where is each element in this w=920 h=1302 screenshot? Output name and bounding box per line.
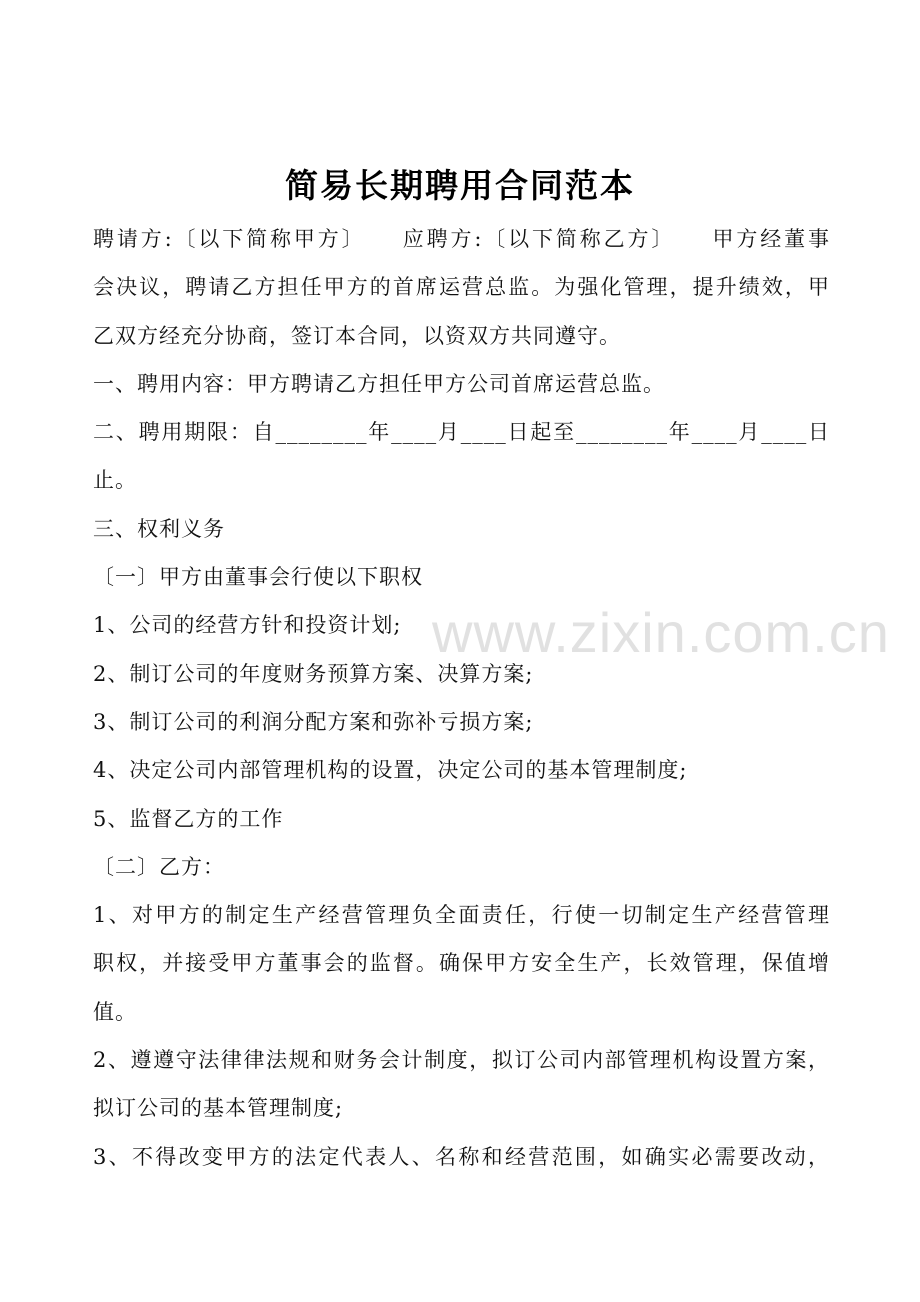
list-item: 拟订公司的基本管理制度; <box>93 1096 344 1121</box>
list-item: 3、不得改变甲方的法定代表人、名称和经营范围，如确实必需要改动， <box>93 1144 830 1169</box>
list-item: 4、决定公司内部管理机构的设置，决定公司的基本管理制度; <box>93 758 688 783</box>
section-heading: 三、权利义务 <box>93 516 225 541</box>
paragraph-line: 乙双方经充分协商，签订本合同，以资双方共同遵守。 <box>93 323 621 348</box>
list-item: 5、监督乙方的工作 <box>93 806 284 831</box>
clause-line: 一、聘用内容：甲方聘请乙方担任甲方公司首席运营总监。 <box>93 371 665 396</box>
paragraph-line: 会决议，聘请乙方担任甲方的首席运营总监。为强化管理，提升绩效，甲 <box>93 275 830 300</box>
clause-line: 止。 <box>93 468 137 493</box>
list-item: 2、遵遵守法律律法规和财务会计制度，拟订公司内部管理机构设置方案， <box>93 1048 830 1073</box>
list-item: 2、制订公司的年度财务预算方案、决算方案; <box>93 661 534 686</box>
document-body <box>93 215 830 1181</box>
list-item: 职权，并接受甲方董事会的监督。确保甲方安全生产，长效管理，保值增 <box>93 951 830 976</box>
clause-line: 二、聘用期限：自________年____月____日起至________年____月____日 <box>93 420 830 445</box>
list-item: 1、对甲方的制定生产经营管理负全面责任，行使一切制定生产经营管理 <box>93 903 830 928</box>
list-item: 值。 <box>93 999 137 1024</box>
watermark: www.zixin.com.cn <box>432 601 890 664</box>
paragraph-line: 聘请方:〔以下简称甲方〕 应聘方:〔以下简称乙方〕 甲方经董事 <box>93 227 830 251</box>
subsection-heading: 〔一〕甲方由董事会行使以下职权 <box>93 565 423 590</box>
list-item: 3、制订公司的利润分配方案和弥补亏损方案; <box>93 709 534 734</box>
document-title: 简易长期聘用合同范本 <box>285 166 635 205</box>
subsection-heading: 〔二〕乙方： <box>93 854 225 879</box>
list-item: 1、公司的经营方针和投资计划; <box>93 613 402 638</box>
